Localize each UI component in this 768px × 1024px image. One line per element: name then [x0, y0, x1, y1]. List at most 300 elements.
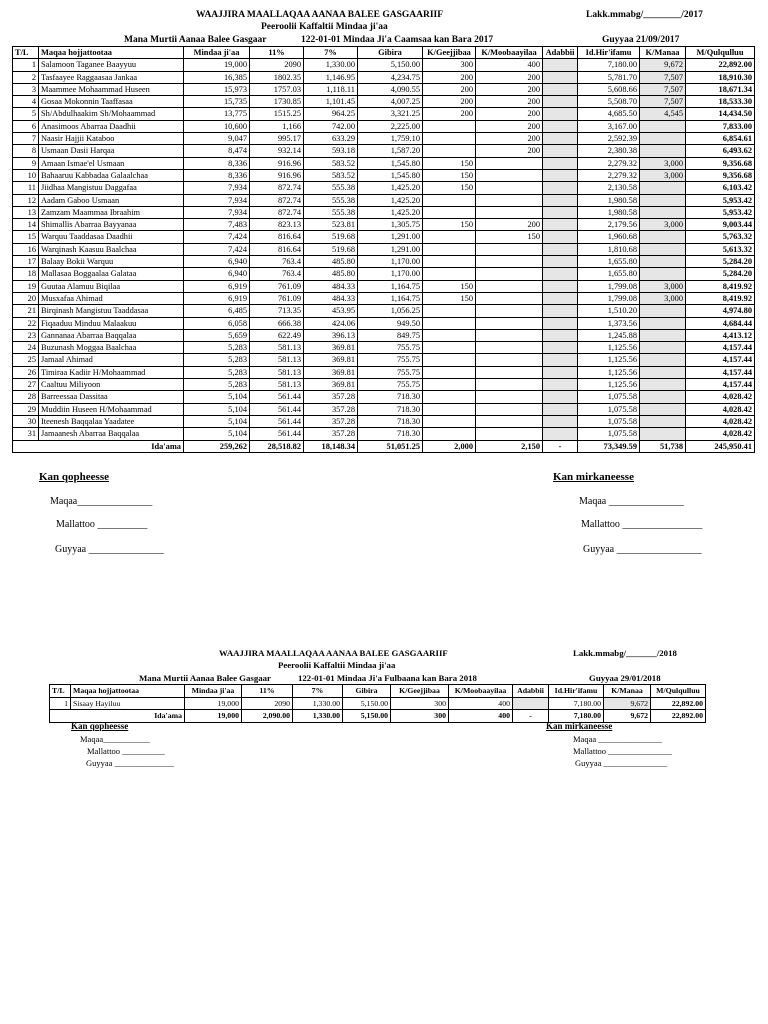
cell-penalty — [543, 305, 578, 317]
cell-total-deduction: 4,685.50 — [578, 108, 640, 120]
cell-transport-deduction — [423, 243, 476, 255]
cell-net-pay: 5,613.32 — [686, 243, 755, 255]
doc2-date: Guyyaa 29/01/2018 — [589, 673, 661, 683]
table-row — [13, 292, 755, 304]
cell-net-pay: 18,533.30 — [686, 96, 755, 108]
cell-housing-deduction — [640, 268, 686, 280]
cell-total-deduction: 1,655.80 — [578, 256, 640, 268]
cell-income-tax: 1,425.20 — [358, 206, 423, 218]
cell-pension-11pct: 561.44 — [250, 415, 304, 427]
cell-employee-name: Amaan Ismae'el Usmaan — [39, 157, 184, 169]
cell-income-tax: 1,291.00 — [358, 243, 423, 255]
cell-total-deduction: 1,245.88 — [578, 329, 640, 341]
doc2-payroll-table — [49, 684, 706, 723]
total-monthly-salary: 259,262 — [184, 440, 250, 452]
cell-pension-11pct: 2090 — [242, 697, 293, 710]
doc1-prepared-date: Guyyaa _______________ — [55, 544, 164, 555]
cell-index: 6 — [13, 120, 39, 132]
cell-income-tax: 1,305.75 — [358, 219, 423, 231]
cell-monthly-salary: 8,336 — [184, 169, 250, 181]
cell-penalty — [543, 219, 578, 231]
cell-index: 1 — [13, 59, 39, 71]
cell-monthly-salary: 6,058 — [184, 317, 250, 329]
doc1-header-row — [13, 47, 755, 59]
cell-mobile-deduction: 200 — [476, 133, 543, 145]
cell-total-deduction: 2,179.56 — [578, 219, 640, 231]
totals-row — [13, 440, 755, 452]
cell-pension-7pct: 555.38 — [304, 182, 358, 194]
total-income-tax: 5,150.00 — [343, 710, 391, 723]
cell-pension-7pct: 1,330.00 — [304, 59, 358, 71]
cell-monthly-salary: 5,104 — [184, 428, 250, 440]
total-mobile-deduction: 2,150 — [476, 440, 543, 452]
total-mobile-deduction: 400 — [449, 710, 513, 723]
cell-net-pay: 4,974.80 — [686, 305, 755, 317]
cell-pension-7pct: 1,330.00 — [293, 697, 343, 710]
cell-net-pay: 9,356.68 — [686, 169, 755, 181]
cell-penalty — [543, 96, 578, 108]
cell-mobile-deduction: 150 — [476, 231, 543, 243]
doc2-approved-name: Maqaa _______________ — [573, 734, 663, 744]
cell-housing-deduction — [640, 342, 686, 354]
table-row — [13, 342, 755, 354]
cell-net-pay: 9,003.44 — [686, 219, 755, 231]
table-row — [13, 415, 755, 427]
cell-net-pay: 5,953.42 — [686, 206, 755, 218]
cell-monthly-salary: 7,424 — [184, 231, 250, 243]
cell-housing-deduction — [640, 243, 686, 255]
cell-net-pay: 5,953.42 — [686, 194, 755, 206]
cell-net-pay: 4,684.44 — [686, 317, 755, 329]
cell-transport-deduction — [423, 428, 476, 440]
cell-monthly-salary: 15,735 — [184, 96, 250, 108]
cell-employee-name: Bahaaruu Kabbadaa Galaalchaa — [39, 169, 184, 181]
cell-monthly-salary: 9,047 — [184, 133, 250, 145]
cell-index: 15 — [13, 231, 39, 243]
cell-housing-deduction — [640, 133, 686, 145]
cell-index: 30 — [13, 415, 39, 427]
cell-transport-deduction — [423, 194, 476, 206]
table-row — [13, 59, 755, 71]
cell-net-pay: 4,028.42 — [686, 391, 755, 403]
table-row — [13, 108, 755, 120]
cell-monthly-salary: 7,934 — [184, 194, 250, 206]
total-income-tax: 51,051.25 — [358, 440, 423, 452]
cell-employee-name: Aadam Gaboo Usmaan — [39, 194, 184, 206]
table-row — [13, 280, 755, 292]
cell-mobile-deduction: 200 — [476, 145, 543, 157]
total-net-pay: 245,950.41 — [686, 440, 755, 452]
cell-housing-deduction: 7,507 — [640, 71, 686, 83]
total-transport-deduction: 2,000 — [423, 440, 476, 452]
cell-transport-deduction — [423, 133, 476, 145]
cell-housing-deduction — [640, 182, 686, 194]
cell-monthly-salary: 5,283 — [184, 379, 250, 391]
cell-total-deduction: 1,655.80 — [578, 268, 640, 280]
header-transport-deduction: K/Geejjibaa — [423, 47, 476, 59]
cell-index: 13 — [13, 206, 39, 218]
cell-total-deduction: 2,130.58 — [578, 182, 640, 194]
header-net-pay: M/Qulqulluu — [686, 47, 755, 59]
cell-net-pay: 8,419.92 — [686, 292, 755, 304]
cell-employee-name: Salamoon Taganee Baayyuu — [39, 59, 184, 71]
cell-transport-deduction: 150 — [423, 280, 476, 292]
cell-employee-name: Caaltuu Miliyoon — [39, 379, 184, 391]
table-row — [13, 71, 755, 83]
cell-transport-deduction — [423, 329, 476, 341]
cell-penalty — [543, 280, 578, 292]
doc1-payroll-table — [12, 46, 755, 453]
cell-total-deduction: 1,980.58 — [578, 194, 640, 206]
cell-net-pay: 7,833.00 — [686, 120, 755, 132]
cell-housing-deduction — [640, 329, 686, 341]
cell-index: 8 — [13, 145, 39, 157]
total-net-pay: 22,892.00 — [651, 710, 706, 723]
cell-employee-name: Timiraa Kadiir H/Mohaammad — [39, 366, 184, 378]
cell-monthly-salary: 7,424 — [184, 243, 250, 255]
cell-pension-7pct: 396.13 — [304, 329, 358, 341]
cell-employee-name: Guutaa Alamuu Biqilaa — [39, 280, 184, 292]
cell-employee-name: Usmaan Dasii Harqaa — [39, 145, 184, 157]
cell-index: 20 — [13, 292, 39, 304]
doc1-approved-name: Maqaa _______________ — [579, 496, 684, 507]
cell-pension-11pct: 561.44 — [250, 428, 304, 440]
cell-housing-deduction: 3,000 — [640, 219, 686, 231]
cell-total-deduction: 1,960.68 — [578, 231, 640, 243]
cell-pension-11pct: 622.49 — [250, 329, 304, 341]
cell-index: 4 — [13, 96, 39, 108]
table-row — [13, 133, 755, 145]
cell-income-tax: 2,225.00 — [358, 120, 423, 132]
cell-housing-deduction — [640, 379, 686, 391]
cell-pension-11pct: 1,166 — [250, 120, 304, 132]
cell-pension-7pct: 357.28 — [304, 403, 358, 415]
total-housing-deduction: 51,738 — [640, 440, 686, 452]
cell-housing-deduction — [640, 305, 686, 317]
cell-monthly-salary: 6,919 — [184, 292, 250, 304]
cell-employee-name: Sisaay Hayiluu — [71, 697, 185, 710]
cell-index: 11 — [13, 182, 39, 194]
cell-net-pay: 6,493.62 — [686, 145, 755, 157]
cell-index: 9 — [13, 157, 39, 169]
cell-penalty — [543, 354, 578, 366]
total-housing-deduction: 9,672 — [604, 710, 651, 723]
header-penalty: Adabbii — [543, 47, 578, 59]
cell-net-pay: 4,413.12 — [686, 329, 755, 341]
doc2-period: 122-01-01 Mindaa Ji'a Fulbaana kan Bara 2018 — [298, 673, 477, 683]
cell-income-tax: 1,056.25 — [358, 305, 423, 317]
cell-employee-name: Jiidhaa Mangistuu Daggafaa — [39, 182, 184, 194]
cell-monthly-salary: 5,283 — [184, 366, 250, 378]
cell-net-pay: 4,028.42 — [686, 428, 755, 440]
header-pension-11pct: 11% — [242, 685, 293, 698]
cell-employee-name: Sh/Abdulhaakim Sh/Mohaammad — [39, 108, 184, 120]
cell-penalty — [543, 403, 578, 415]
doc2-approved-by-title: Kan mirkaneesse — [546, 721, 613, 731]
cell-employee-name: Barreessaa Dassitaa — [39, 391, 184, 403]
cell-pension-7pct: 357.28 — [304, 415, 358, 427]
cell-employee-name: Mallasaa Boggaalaa Galataa — [39, 268, 184, 280]
cell-employee-name: Fiqaaduu Minduu Malaakuu — [39, 317, 184, 329]
cell-transport-deduction: 300 — [423, 59, 476, 71]
doc1-prepared-signature: Mallattoo __________ — [56, 519, 148, 530]
cell-pension-11pct: 872.74 — [250, 182, 304, 194]
cell-penalty — [543, 329, 578, 341]
cell-transport-deduction — [423, 403, 476, 415]
cell-net-pay: 5,284.20 — [686, 268, 755, 280]
cell-housing-deduction — [640, 415, 686, 427]
cell-employee-name: Jamaal Ahimad — [39, 354, 184, 366]
cell-mobile-deduction — [476, 428, 543, 440]
cell-total-deduction: 1,799.08 — [578, 280, 640, 292]
cell-housing-deduction — [640, 145, 686, 157]
cell-transport-deduction — [423, 415, 476, 427]
cell-income-tax: 949.50 — [358, 317, 423, 329]
cell-total-deduction: 2,279.32 — [578, 169, 640, 181]
cell-net-pay: 4,157.44 — [686, 354, 755, 366]
cell-mobile-deduction — [476, 292, 543, 304]
cell-penalty — [543, 391, 578, 403]
cell-income-tax: 4,007.25 — [358, 96, 423, 108]
doc2-header-row — [50, 685, 706, 698]
cell-penalty — [543, 256, 578, 268]
cell-pension-11pct: 761.09 — [250, 292, 304, 304]
cell-transport-deduction: 150 — [423, 219, 476, 231]
cell-income-tax: 5,150.00 — [343, 697, 391, 710]
cell-transport-deduction — [423, 256, 476, 268]
header-income-tax: Gibira — [343, 685, 391, 698]
cell-transport-deduction: 200 — [423, 96, 476, 108]
cell-mobile-deduction: 400 — [476, 59, 543, 71]
cell-penalty — [543, 145, 578, 157]
cell-monthly-salary: 6,940 — [184, 256, 250, 268]
table-row — [13, 379, 755, 391]
cell-pension-7pct: 964.25 — [304, 108, 358, 120]
cell-index: 17 — [13, 256, 39, 268]
table-row — [13, 403, 755, 415]
doc2-approved-signature: Mallattoo _______________ — [573, 746, 672, 756]
cell-mobile-deduction — [476, 206, 543, 218]
cell-net-pay: 5,284.20 — [686, 256, 755, 268]
total-penalty: - — [513, 710, 549, 723]
cell-penalty — [543, 157, 578, 169]
cell-mobile-deduction — [476, 415, 543, 427]
cell-pension-11pct: 916.96 — [250, 157, 304, 169]
cell-net-pay: 14,434.50 — [686, 108, 755, 120]
cell-net-pay: 6,103.42 — [686, 182, 755, 194]
cell-pension-7pct: 357.28 — [304, 428, 358, 440]
cell-income-tax: 5,150.00 — [358, 59, 423, 71]
cell-net-pay: 22,892.00 — [686, 59, 755, 71]
cell-pension-11pct: 916.96 — [250, 169, 304, 181]
cell-transport-deduction: 200 — [423, 83, 476, 95]
cell-penalty — [513, 697, 549, 710]
cell-mobile-deduction — [476, 256, 543, 268]
doc1-subtitle: Peeroolii Kaffaltii Mindaa ji'aa — [261, 22, 388, 32]
cell-housing-deduction — [640, 194, 686, 206]
cell-income-tax: 3,321.25 — [358, 108, 423, 120]
cell-housing-deduction: 9,672 — [640, 59, 686, 71]
cell-housing-deduction: 3,000 — [640, 280, 686, 292]
cell-transport-deduction — [423, 231, 476, 243]
cell-total-deduction: 5,608.66 — [578, 83, 640, 95]
table-row — [13, 194, 755, 206]
doc1-ref-number: Lakk.mmabg/________/2017 — [586, 10, 703, 20]
cell-housing-deduction: 3,000 — [640, 292, 686, 304]
cell-monthly-salary: 6,919 — [184, 280, 250, 292]
total-pension-11pct: 2,090.00 — [242, 710, 293, 723]
cell-pension-11pct: 872.74 — [250, 206, 304, 218]
cell-pension-11pct: 763.4 — [250, 256, 304, 268]
cell-total-deduction: 2,380.38 — [578, 145, 640, 157]
doc2-approved-date: Guyyaa _______________ — [575, 758, 668, 768]
total-monthly-salary: 19,000 — [185, 710, 242, 723]
cell-index: 7 — [13, 133, 39, 145]
cell-penalty — [543, 120, 578, 132]
cell-total-deduction: 1,980.58 — [578, 206, 640, 218]
cell-total-deduction: 5,508.70 — [578, 96, 640, 108]
cell-index: 21 — [13, 305, 39, 317]
cell-pension-7pct: 1,146.95 — [304, 71, 358, 83]
cell-monthly-salary: 5,104 — [184, 391, 250, 403]
cell-penalty — [543, 206, 578, 218]
cell-housing-deduction: 3,000 — [640, 157, 686, 169]
cell-pension-11pct: 816.64 — [250, 231, 304, 243]
header-monthly-salary: Mindaa ji'aa — [185, 685, 242, 698]
total-pension-7pct: 1,330.00 — [293, 710, 343, 723]
table-row — [13, 219, 755, 231]
doc1-date: Guyyaa 21/09/2017 — [602, 35, 680, 45]
table-row — [13, 157, 755, 169]
cell-penalty — [543, 428, 578, 440]
cell-index: 24 — [13, 342, 39, 354]
cell-net-pay: 4,157.44 — [686, 379, 755, 391]
cell-penalty — [543, 342, 578, 354]
total-pension-7pct: 18,148.34 — [304, 440, 358, 452]
cell-net-pay: 6,854.61 — [686, 133, 755, 145]
cell-income-tax: 1,164.75 — [358, 280, 423, 292]
totals-label: Ida'ama — [13, 440, 184, 452]
cell-transport-deduction — [423, 317, 476, 329]
doc2-subtitle: Peeroolii Kaffaltii Mindaa ji'aa — [278, 660, 396, 670]
header-housing-deduction: K/Manaa — [604, 685, 651, 698]
cell-pension-11pct: 763.4 — [250, 268, 304, 280]
cell-net-pay: 9,356.68 — [686, 157, 755, 169]
cell-monthly-salary: 10,600 — [184, 120, 250, 132]
cell-income-tax: 1,545.80 — [358, 169, 423, 181]
cell-index: 18 — [13, 268, 39, 280]
cell-total-deduction: 3,167.00 — [578, 120, 640, 132]
cell-index: 27 — [13, 379, 39, 391]
cell-pension-7pct: 484.33 — [304, 292, 358, 304]
cell-housing-deduction — [640, 120, 686, 132]
cell-pension-11pct: 761.09 — [250, 280, 304, 292]
cell-employee-name: Musxafaa Ahimad — [39, 292, 184, 304]
doc2-ref-number: Lakk.mmabg/_______/2018 — [573, 648, 677, 658]
cell-employee-name: Shimallis Abarraa Bayyanaa — [39, 219, 184, 231]
cell-employee-name: Anasimoos Abarraa Daadhii — [39, 120, 184, 132]
cell-pension-7pct: 633.29 — [304, 133, 358, 145]
table-row — [50, 697, 706, 710]
doc1-prepared-by-title: Kan qopheesse — [39, 471, 109, 483]
cell-pension-11pct: 713.35 — [250, 305, 304, 317]
cell-housing-deduction: 9,672 — [604, 697, 651, 710]
cell-mobile-deduction: 200 — [476, 120, 543, 132]
table-row — [13, 256, 755, 268]
doc2-prepared-signature: Mallattoo __________ — [87, 746, 165, 756]
cell-mobile-deduction: 200 — [476, 71, 543, 83]
cell-transport-deduction: 300 — [391, 697, 449, 710]
cell-total-deduction: 1,125.56 — [578, 379, 640, 391]
cell-housing-deduction — [640, 428, 686, 440]
cell-mobile-deduction — [476, 194, 543, 206]
cell-income-tax: 718.30 — [358, 403, 423, 415]
cell-index: 3 — [13, 83, 39, 95]
header-mobile-deduction: K/Moobaayilaa — [476, 47, 543, 59]
cell-transport-deduction — [423, 268, 476, 280]
cell-housing-deduction — [640, 403, 686, 415]
cell-total-deduction: 7,180.00 — [549, 697, 604, 710]
cell-penalty — [543, 71, 578, 83]
cell-index: 16 — [13, 243, 39, 255]
cell-housing-deduction: 3,000 — [640, 169, 686, 181]
header-income-tax: Gibira — [358, 47, 423, 59]
cell-penalty — [543, 108, 578, 120]
cell-net-pay: 4,028.42 — [686, 415, 755, 427]
cell-housing-deduction — [640, 354, 686, 366]
cell-employee-name: Tasfaayee Raggaasaa Jankaa — [39, 71, 184, 83]
cell-pension-11pct: 1757.03 — [250, 83, 304, 95]
cell-total-deduction: 2,592.39 — [578, 133, 640, 145]
cell-total-deduction: 1,799.08 — [578, 292, 640, 304]
header-index: T/L — [50, 685, 71, 698]
cell-transport-deduction — [423, 145, 476, 157]
cell-monthly-salary: 7,934 — [184, 182, 250, 194]
cell-employee-name: Birqinash Mangistuu Taaddasaa — [39, 305, 184, 317]
cell-pension-7pct: 555.38 — [304, 194, 358, 206]
cell-pension-7pct: 593.18 — [304, 145, 358, 157]
cell-total-deduction: 1,125.56 — [578, 354, 640, 366]
table-row — [13, 145, 755, 157]
cell-total-deduction: 1,373.56 — [578, 317, 640, 329]
cell-mobile-deduction — [476, 243, 543, 255]
cell-transport-deduction — [423, 391, 476, 403]
cell-employee-name: Naasir Hajjii Kataboo — [39, 133, 184, 145]
cell-employee-name: Gannanaa Abarraa Baqqalaa — [39, 329, 184, 341]
cell-penalty — [543, 59, 578, 71]
cell-pension-11pct: 1802.35 — [250, 71, 304, 83]
cell-penalty — [543, 169, 578, 181]
cell-mobile-deduction — [476, 157, 543, 169]
cell-penalty — [543, 133, 578, 145]
header-housing-deduction: K/Manaa — [640, 47, 686, 59]
cell-mobile-deduction — [476, 317, 543, 329]
cell-pension-11pct: 823.13 — [250, 219, 304, 231]
cell-net-pay: 8,419.92 — [686, 280, 755, 292]
cell-net-pay: 4,028.42 — [686, 403, 755, 415]
header-net-pay: M/Qulqulluu — [651, 685, 706, 698]
doc1-period: 122-01-01 Mindaa Ji'a Caamsaa kan Bara 2017 — [301, 35, 494, 45]
cell-monthly-salary: 5,104 — [184, 415, 250, 427]
cell-transport-deduction — [423, 342, 476, 354]
cell-income-tax: 755.75 — [358, 366, 423, 378]
cell-index: 22 — [13, 317, 39, 329]
table-row — [13, 96, 755, 108]
cell-income-tax: 849.75 — [358, 329, 423, 341]
table-row — [13, 428, 755, 440]
cell-pension-11pct: 561.44 — [250, 403, 304, 415]
cell-monthly-salary: 6,940 — [184, 268, 250, 280]
